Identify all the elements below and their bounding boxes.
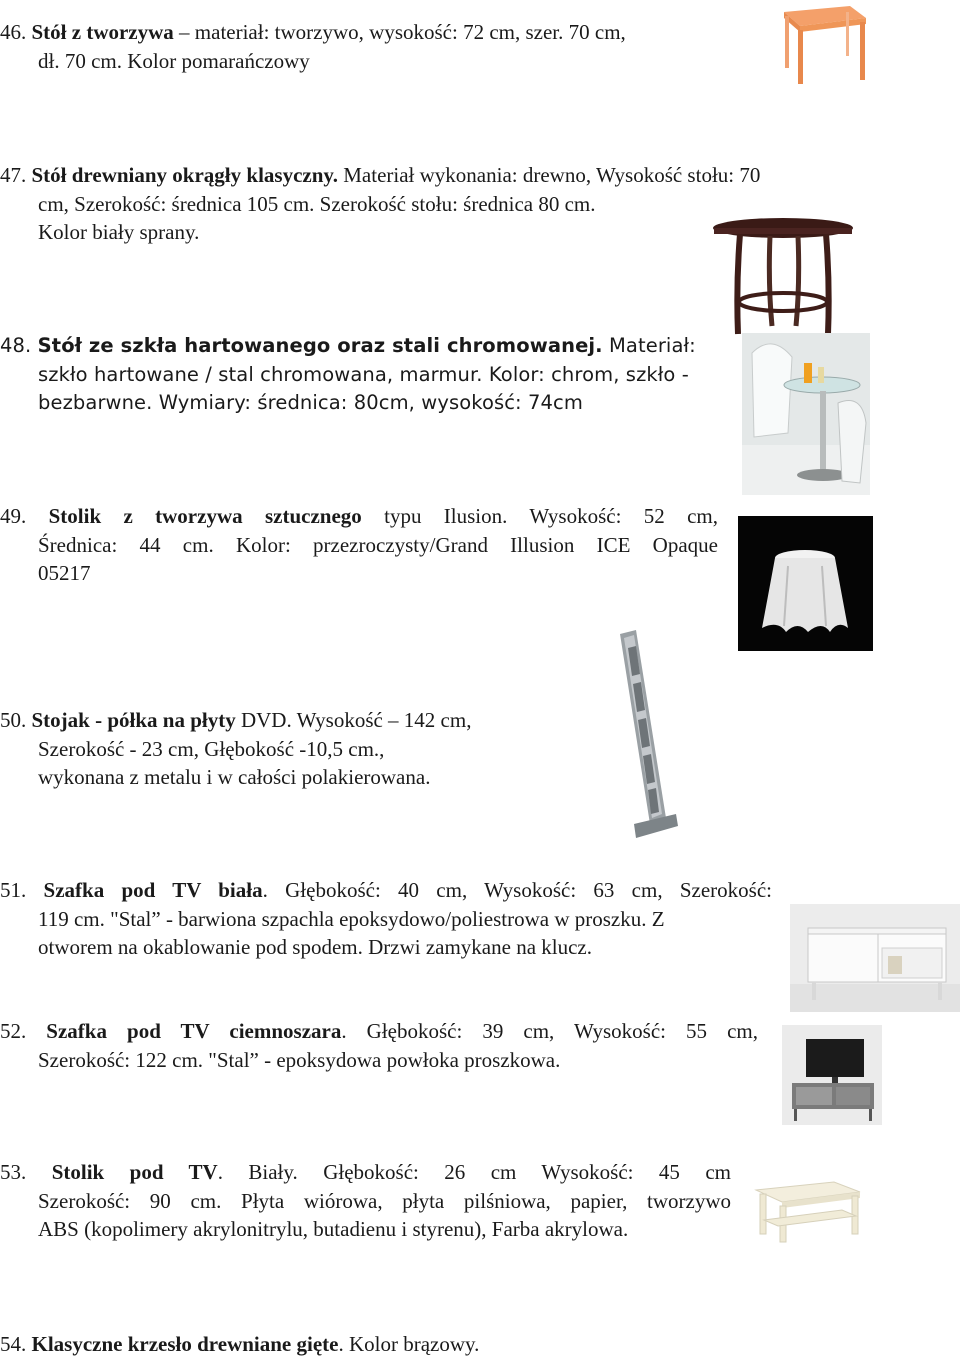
item-title: Klasyczne krzesło drewniane gięte	[31, 1332, 339, 1356]
item-text-line: ABS (kopolimery akrylonitrylu, butadienu i styrenu), Farba akrylowa.	[38, 1217, 629, 1241]
item-title: Szafka pod TV ciemnoszara	[46, 1019, 342, 1043]
item-number: 54.	[0, 1332, 27, 1356]
list-item-48	[0, 332, 730, 418]
item-text-line: 119 cm. "Stal” - barwiona szpachla epoksydowo/poliestrowa w proszku. Z	[38, 906, 665, 931]
item-text-line: dł. 70 cm. Kolor pomarańczowy	[38, 48, 310, 73]
item-number: 52.	[0, 1019, 27, 1043]
item-text-line: cm, Szerokość: średnica 105 cm. Szerokość stołu: średnica 80 cm.	[38, 191, 596, 216]
item-text-line: Materiał wykonania: drewno, Wysokość stołu: 70	[343, 163, 761, 187]
white-tv-cabinet-image	[790, 904, 960, 1012]
item-text-line: Szerokość: 90 cm. Płyta wiórowa, płyta pilśniowa, papier, tworzywo	[38, 1188, 731, 1213]
item-text-line: typu Ilusion. Wysokość: 52 cm,	[384, 504, 719, 528]
list-item-54	[0, 1330, 760, 1359]
round-wooden-table-image	[708, 214, 858, 338]
item-number: 47.	[0, 163, 27, 187]
item-text-line: . Kolor brązowy.	[338, 1332, 480, 1356]
item-text-line: . Głębokość: 39 cm, Wysokość: 55 cm,	[341, 1019, 758, 1043]
item-text-line: . Biały. Głębokość: 26 cm Wysokość: 45 cm	[217, 1160, 731, 1184]
item-number: 48.	[0, 334, 32, 357]
list-item-52	[0, 1017, 760, 1074]
item-title: Stolik z tworzywa sztucznego	[48, 504, 362, 528]
dark-grey-tv-cabinet-image	[782, 1025, 882, 1125]
item-text-line: szkło hartowane / stal chromowana, marmur. Kolor: chrom, szkło -	[38, 362, 689, 386]
item-text-line: Kolor biały sprany.	[38, 220, 200, 244]
item-text-line: 05217	[38, 561, 91, 585]
illusion-side-table-image	[738, 516, 873, 651]
white-tv-bench-image	[752, 1180, 862, 1244]
item-text-line: otworem na okablowanie pod spodem. Drzwi zamykane na klucz.	[38, 935, 592, 959]
dvd-rack-image	[612, 628, 678, 840]
item-text-line: Szerokość: 122 cm. "Stal” - epoksydowa powłoka proszkowa.	[38, 1047, 561, 1072]
item-title: Stół drewniany okrągły klasyczny.	[31, 163, 338, 187]
item-text-line: DVD. Wysokość – 142 cm,	[240, 708, 472, 732]
glass-chrome-table-image	[742, 333, 870, 495]
item-text-line: wykonana z metalu i w całości polakierowana.	[38, 765, 431, 789]
item-number: 50.	[0, 708, 27, 732]
item-text-line: Szerokość - 23 cm, Głębokość -10,5 cm.,	[38, 736, 385, 761]
item-text-line: Materiał:	[609, 334, 696, 357]
item-title: Stół z tworzywa	[31, 20, 174, 44]
item-number: 53.	[0, 1160, 27, 1184]
item-title: Stolik pod TV	[51, 1160, 218, 1184]
item-number: 49.	[0, 504, 27, 528]
item-number: 51.	[0, 878, 27, 902]
list-item-51	[0, 876, 780, 962]
list-item-49	[0, 502, 720, 588]
item-title: Stojak - półka na płyty	[31, 708, 236, 732]
list-item-50	[0, 706, 600, 792]
list-item-46	[0, 18, 760, 75]
item-text-line: Średnica: 44 cm. Kolor: przezroczysty/Grand Illusion ICE Opaque	[38, 532, 718, 557]
item-title: Stół ze szkła hartowanego oraz stali chromowanej.	[37, 334, 603, 357]
item-text-line: – materiał: tworzywo, wysokość: 72 cm, szer. 70 cm,	[179, 20, 626, 44]
orange-plastic-table-image	[780, 4, 868, 92]
item-text-line: . Głębokość: 40 cm, Wysokość: 63 cm, Szerokość:	[262, 878, 772, 902]
item-title: Szafka pod TV biała	[43, 878, 263, 902]
item-text-line: bezbarwne. Wymiary: średnica: 80cm, wysokość: 74cm	[38, 391, 583, 414]
item-number: 46.	[0, 20, 27, 44]
list-item-53	[0, 1158, 740, 1244]
